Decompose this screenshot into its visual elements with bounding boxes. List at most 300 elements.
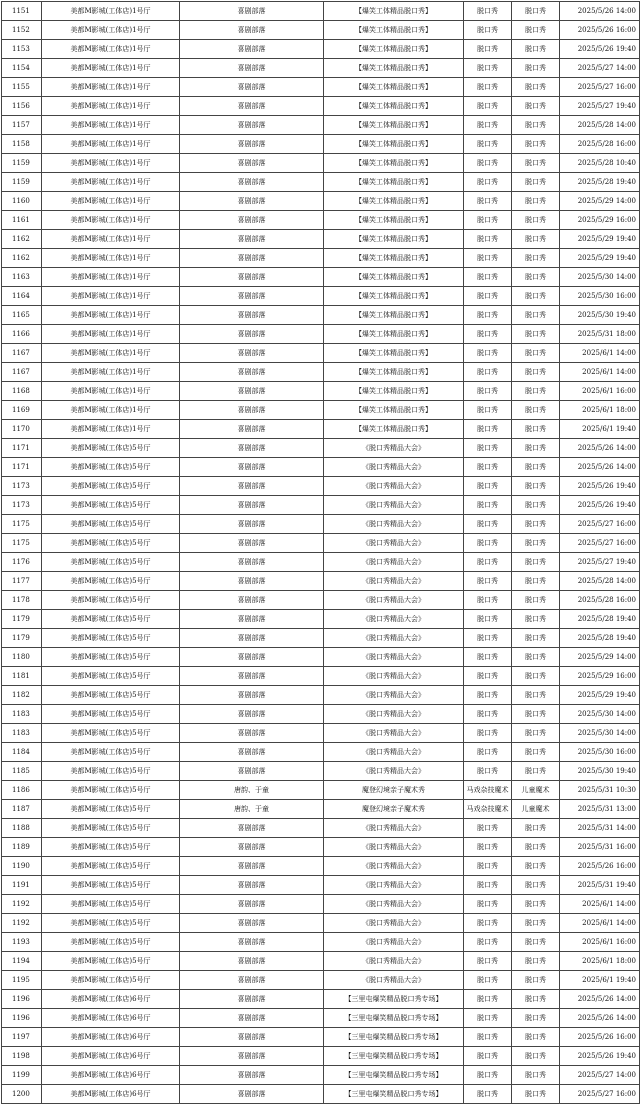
cell-venue: 美都M影城(工体店)5号厅 bbox=[42, 629, 180, 648]
cell-venue: 美都M影城(工体店)5号厅 bbox=[42, 724, 180, 743]
cell-show-time: 2025/6/1 14:00 bbox=[560, 363, 640, 382]
cell-serial-number: 1183 bbox=[2, 705, 42, 724]
cell-venue: 美都M影城(工体店)5号厅 bbox=[42, 895, 180, 914]
cell-subcategory: 儿童魔术 bbox=[512, 781, 560, 800]
cell-show-title: 《脱口秀精品大会》 bbox=[324, 686, 464, 705]
cell-category: 脱口秀 bbox=[464, 610, 512, 629]
cell-venue: 美都M影城(工体店)5号厅 bbox=[42, 515, 180, 534]
cell-subcategory: 脱口秀 bbox=[512, 648, 560, 667]
cell-subcategory: 脱口秀 bbox=[512, 705, 560, 724]
cell-organizer: 喜剧部落 bbox=[180, 971, 324, 990]
cell-subcategory: 脱口秀 bbox=[512, 344, 560, 363]
cell-show-time: 2025/5/28 16:00 bbox=[560, 135, 640, 154]
cell-show-time: 2025/5/31 13:00 bbox=[560, 800, 640, 819]
cell-organizer: 喜剧部落 bbox=[180, 382, 324, 401]
cell-show-time: 2025/5/28 19:40 bbox=[560, 610, 640, 629]
table-row bbox=[2, 268, 640, 287]
cell-show-title: 【爆笑工体精品脱口秀】 bbox=[324, 325, 464, 344]
cell-serial-number: 1175 bbox=[2, 515, 42, 534]
cell-show-time: 2025/6/1 18:00 bbox=[560, 401, 640, 420]
cell-subcategory: 脱口秀 bbox=[512, 515, 560, 534]
cell-organizer: 喜剧部落 bbox=[180, 914, 324, 933]
cell-show-title: 【爆笑工体精品脱口秀】 bbox=[324, 192, 464, 211]
cell-organizer: 喜剧部落 bbox=[180, 21, 324, 40]
table-row bbox=[2, 420, 640, 439]
table-row bbox=[2, 287, 640, 306]
cell-venue: 美都M影城(工体店)5号厅 bbox=[42, 838, 180, 857]
cell-venue: 美都M影城(工体店)1号厅 bbox=[42, 382, 180, 401]
cell-serial-number: 1175 bbox=[2, 534, 42, 553]
cell-organizer: 喜剧部落 bbox=[180, 363, 324, 382]
table-row bbox=[2, 192, 640, 211]
table-row bbox=[2, 401, 640, 420]
cell-show-title: 【爆笑工体精品脱口秀】 bbox=[324, 268, 464, 287]
cell-category: 脱口秀 bbox=[464, 2, 512, 21]
cell-venue: 美都M影城(工体店)6号厅 bbox=[42, 1009, 180, 1028]
cell-category: 脱口秀 bbox=[464, 173, 512, 192]
cell-category: 脱口秀 bbox=[464, 743, 512, 762]
cell-category: 脱口秀 bbox=[464, 667, 512, 686]
cell-show-title: 【三里屯爆笑精品脱口秀专场】 bbox=[324, 990, 464, 1009]
cell-show-title: 《脱口秀精品大会》 bbox=[324, 743, 464, 762]
cell-category: 脱口秀 bbox=[464, 724, 512, 743]
cell-show-time: 2025/6/1 14:00 bbox=[560, 914, 640, 933]
cell-show-title: 《脱口秀精品大会》 bbox=[324, 819, 464, 838]
cell-serial-number: 1179 bbox=[2, 610, 42, 629]
cell-subcategory: 脱口秀 bbox=[512, 59, 560, 78]
cell-category: 马戏杂技魔术 bbox=[464, 800, 512, 819]
cell-subcategory: 脱口秀 bbox=[512, 477, 560, 496]
cell-show-time: 2025/5/28 14:00 bbox=[560, 572, 640, 591]
cell-venue: 美都M影城(工体店)1号厅 bbox=[42, 230, 180, 249]
cell-serial-number: 1183 bbox=[2, 724, 42, 743]
cell-category: 脱口秀 bbox=[464, 439, 512, 458]
table-row bbox=[2, 211, 640, 230]
cell-organizer: 喜剧部落 bbox=[180, 135, 324, 154]
cell-organizer: 喜剧部落 bbox=[180, 990, 324, 1009]
cell-show-title: 【三里屯爆笑精品脱口秀专场】 bbox=[324, 1028, 464, 1047]
cell-serial-number: 1152 bbox=[2, 21, 42, 40]
cell-venue: 美都M影城(工体店)5号厅 bbox=[42, 439, 180, 458]
cell-organizer: 喜剧部落 bbox=[180, 838, 324, 857]
cell-subcategory: 脱口秀 bbox=[512, 876, 560, 895]
cell-serial-number: 1151 bbox=[2, 2, 42, 21]
cell-show-title: 【爆笑工体精品脱口秀】 bbox=[324, 135, 464, 154]
cell-show-time: 2025/5/26 19:40 bbox=[560, 496, 640, 515]
cell-venue: 美都M影城(工体店)1号厅 bbox=[42, 211, 180, 230]
cell-show-time: 2025/5/29 14:00 bbox=[560, 192, 640, 211]
cell-organizer: 喜剧部落 bbox=[180, 268, 324, 287]
cell-show-title: 【爆笑工体精品脱口秀】 bbox=[324, 21, 464, 40]
cell-serial-number: 1167 bbox=[2, 344, 42, 363]
cell-subcategory: 脱口秀 bbox=[512, 724, 560, 743]
performance-schedule-table bbox=[1, 1, 640, 1104]
cell-category: 脱口秀 bbox=[464, 268, 512, 287]
cell-organizer: 喜剧部落 bbox=[180, 287, 324, 306]
cell-show-title: 《脱口秀精品大会》 bbox=[324, 914, 464, 933]
table-row bbox=[2, 990, 640, 1009]
cell-show-time: 2025/5/27 19:40 bbox=[560, 553, 640, 572]
cell-venue: 美都M影城(工体店)5号厅 bbox=[42, 477, 180, 496]
cell-show-time: 2025/5/30 19:40 bbox=[560, 306, 640, 325]
table-row bbox=[2, 2, 640, 21]
cell-show-title: 【三里屯爆笑精品脱口秀专场】 bbox=[324, 1047, 464, 1066]
cell-serial-number: 1171 bbox=[2, 458, 42, 477]
cell-category: 脱口秀 bbox=[464, 1047, 512, 1066]
table-row bbox=[2, 116, 640, 135]
cell-subcategory: 脱口秀 bbox=[512, 572, 560, 591]
cell-subcategory: 脱口秀 bbox=[512, 192, 560, 211]
cell-show-title: 《脱口秀精品大会》 bbox=[324, 952, 464, 971]
cell-serial-number: 1197 bbox=[2, 1028, 42, 1047]
cell-show-title: 《脱口秀精品大会》 bbox=[324, 667, 464, 686]
cell-show-title: 《脱口秀精品大会》 bbox=[324, 629, 464, 648]
cell-subcategory: 脱口秀 bbox=[512, 667, 560, 686]
cell-subcategory: 脱口秀 bbox=[512, 154, 560, 173]
cell-venue: 美都M影城(工体店)1号厅 bbox=[42, 116, 180, 135]
cell-show-time: 2025/6/1 19:40 bbox=[560, 420, 640, 439]
cell-subcategory: 脱口秀 bbox=[512, 819, 560, 838]
cell-organizer: 喜剧部落 bbox=[180, 2, 324, 21]
cell-category: 脱口秀 bbox=[464, 819, 512, 838]
cell-subcategory: 儿童魔术 bbox=[512, 800, 560, 819]
table-row bbox=[2, 952, 640, 971]
cell-subcategory: 脱口秀 bbox=[512, 249, 560, 268]
cell-venue: 美都M影城(工体店)1号厅 bbox=[42, 78, 180, 97]
cell-show-time: 2025/5/30 19:40 bbox=[560, 762, 640, 781]
cell-organizer: 喜剧部落 bbox=[180, 534, 324, 553]
cell-show-time: 2025/5/28 10:40 bbox=[560, 154, 640, 173]
cell-show-title: 【爆笑工体精品脱口秀】 bbox=[324, 420, 464, 439]
table-row bbox=[2, 743, 640, 762]
cell-serial-number: 1195 bbox=[2, 971, 42, 990]
cell-subcategory: 脱口秀 bbox=[512, 952, 560, 971]
table-row bbox=[2, 21, 640, 40]
cell-category: 脱口秀 bbox=[464, 420, 512, 439]
cell-venue: 美都M影城(工体店)5号厅 bbox=[42, 952, 180, 971]
cell-show-title: 《脱口秀精品大会》 bbox=[324, 515, 464, 534]
cell-show-time: 2025/6/1 14:00 bbox=[560, 344, 640, 363]
table-row bbox=[2, 1085, 640, 1104]
cell-category: 脱口秀 bbox=[464, 363, 512, 382]
cell-serial-number: 1156 bbox=[2, 97, 42, 116]
table-row bbox=[2, 1028, 640, 1047]
table-row bbox=[2, 325, 640, 344]
cell-organizer: 喜剧部落 bbox=[180, 553, 324, 572]
cell-serial-number: 1196 bbox=[2, 1009, 42, 1028]
table-row bbox=[2, 876, 640, 895]
cell-show-title: 《脱口秀精品大会》 bbox=[324, 724, 464, 743]
cell-show-time: 2025/5/27 16:00 bbox=[560, 515, 640, 534]
cell-venue: 美都M影城(工体店)5号厅 bbox=[42, 705, 180, 724]
cell-show-time: 2025/5/31 18:00 bbox=[560, 325, 640, 344]
cell-organizer: 喜剧部落 bbox=[180, 610, 324, 629]
cell-serial-number: 1153 bbox=[2, 40, 42, 59]
cell-subcategory: 脱口秀 bbox=[512, 230, 560, 249]
cell-show-time: 2025/5/31 14:00 bbox=[560, 819, 640, 838]
table-row bbox=[2, 458, 640, 477]
cell-organizer: 喜剧部落 bbox=[180, 477, 324, 496]
cell-serial-number: 1194 bbox=[2, 952, 42, 971]
cell-venue: 美都M影城(工体店)5号厅 bbox=[42, 686, 180, 705]
cell-category: 脱口秀 bbox=[464, 458, 512, 477]
cell-subcategory: 脱口秀 bbox=[512, 762, 560, 781]
cell-subcategory: 脱口秀 bbox=[512, 78, 560, 97]
cell-venue: 美都M影城(工体店)6号厅 bbox=[42, 1028, 180, 1047]
cell-category: 脱口秀 bbox=[464, 477, 512, 496]
cell-category: 脱口秀 bbox=[464, 287, 512, 306]
cell-show-time: 2025/5/30 14:00 bbox=[560, 705, 640, 724]
cell-show-title: 【爆笑工体精品脱口秀】 bbox=[324, 287, 464, 306]
cell-serial-number: 1188 bbox=[2, 819, 42, 838]
table-row bbox=[2, 496, 640, 515]
cell-category: 脱口秀 bbox=[464, 933, 512, 952]
cell-venue: 美都M影城(工体店)1号厅 bbox=[42, 268, 180, 287]
table-row bbox=[2, 344, 640, 363]
cell-show-title: 魔登幻境亲子魔术秀 bbox=[324, 781, 464, 800]
cell-venue: 美都M影城(工体店)1号厅 bbox=[42, 401, 180, 420]
cell-organizer: 喜剧部落 bbox=[180, 344, 324, 363]
cell-venue: 美都M影城(工体店)1号厅 bbox=[42, 21, 180, 40]
cell-venue: 美都M影城(工体店)5号厅 bbox=[42, 743, 180, 762]
cell-organizer: 喜剧部落 bbox=[180, 591, 324, 610]
cell-venue: 美都M影城(工体店)1号厅 bbox=[42, 344, 180, 363]
cell-organizer: 喜剧部落 bbox=[180, 401, 324, 420]
cell-show-time: 2025/5/28 19:40 bbox=[560, 173, 640, 192]
cell-venue: 美都M影城(工体店)1号厅 bbox=[42, 40, 180, 59]
cell-show-time: 2025/5/29 16:00 bbox=[560, 667, 640, 686]
cell-show-time: 2025/5/30 16:00 bbox=[560, 743, 640, 762]
cell-category: 脱口秀 bbox=[464, 762, 512, 781]
cell-organizer: 喜剧部落 bbox=[180, 192, 324, 211]
cell-show-title: 《脱口秀精品大会》 bbox=[324, 572, 464, 591]
cell-show-title: 【爆笑工体精品脱口秀】 bbox=[324, 249, 464, 268]
cell-organizer: 喜剧部落 bbox=[180, 116, 324, 135]
cell-category: 脱口秀 bbox=[464, 325, 512, 344]
cell-category: 脱口秀 bbox=[464, 952, 512, 971]
cell-venue: 美都M影城(工体店)1号厅 bbox=[42, 306, 180, 325]
cell-venue: 美都M影城(工体店)1号厅 bbox=[42, 363, 180, 382]
cell-organizer: 喜剧部落 bbox=[180, 1085, 324, 1104]
cell-show-title: 【爆笑工体精品脱口秀】 bbox=[324, 40, 464, 59]
cell-organizer: 喜剧部落 bbox=[180, 1009, 324, 1028]
cell-venue: 美都M影城(工体店)5号厅 bbox=[42, 667, 180, 686]
cell-serial-number: 1161 bbox=[2, 211, 42, 230]
cell-venue: 美都M影城(工体店)5号厅 bbox=[42, 819, 180, 838]
cell-organizer: 唐韵、于童 bbox=[180, 781, 324, 800]
cell-category: 脱口秀 bbox=[464, 40, 512, 59]
table-row bbox=[2, 686, 640, 705]
cell-category: 脱口秀 bbox=[464, 21, 512, 40]
cell-subcategory: 脱口秀 bbox=[512, 458, 560, 477]
cell-show-title: 《脱口秀精品大会》 bbox=[324, 971, 464, 990]
cell-organizer: 喜剧部落 bbox=[180, 154, 324, 173]
cell-show-title: 【三里屯爆笑精品脱口秀专场】 bbox=[324, 1085, 464, 1104]
cell-show-title: 《脱口秀精品大会》 bbox=[324, 534, 464, 553]
cell-category: 脱口秀 bbox=[464, 211, 512, 230]
cell-category: 脱口秀 bbox=[464, 1009, 512, 1028]
cell-show-time: 2025/5/30 16:00 bbox=[560, 287, 640, 306]
cell-show-time: 2025/5/27 16:00 bbox=[560, 1085, 640, 1104]
cell-show-title: 【爆笑工体精品脱口秀】 bbox=[324, 401, 464, 420]
cell-category: 脱口秀 bbox=[464, 895, 512, 914]
cell-organizer: 喜剧部落 bbox=[180, 724, 324, 743]
cell-venue: 美都M影城(工体店)5号厅 bbox=[42, 971, 180, 990]
cell-show-title: 【爆笑工体精品脱口秀】 bbox=[324, 59, 464, 78]
cell-subcategory: 脱口秀 bbox=[512, 40, 560, 59]
cell-venue: 美都M影城(工体店)5号厅 bbox=[42, 648, 180, 667]
cell-subcategory: 脱口秀 bbox=[512, 173, 560, 192]
cell-show-time: 2025/5/28 16:00 bbox=[560, 591, 640, 610]
cell-serial-number: 1178 bbox=[2, 591, 42, 610]
cell-category: 脱口秀 bbox=[464, 572, 512, 591]
cell-organizer: 喜剧部落 bbox=[180, 78, 324, 97]
cell-show-title: 《脱口秀精品大会》 bbox=[324, 876, 464, 895]
cell-show-time: 2025/5/30 14:00 bbox=[560, 268, 640, 287]
cell-category: 脱口秀 bbox=[464, 914, 512, 933]
cell-organizer: 喜剧部落 bbox=[180, 458, 324, 477]
cell-subcategory: 脱口秀 bbox=[512, 325, 560, 344]
cell-category: 脱口秀 bbox=[464, 838, 512, 857]
cell-venue: 美都M影城(工体店)6号厅 bbox=[42, 1047, 180, 1066]
cell-show-time: 2025/5/29 19:40 bbox=[560, 230, 640, 249]
cell-organizer: 喜剧部落 bbox=[180, 173, 324, 192]
cell-serial-number: 1159 bbox=[2, 154, 42, 173]
cell-venue: 美都M影城(工体店)5号厅 bbox=[42, 572, 180, 591]
cell-venue: 美都M影城(工体店)5号厅 bbox=[42, 914, 180, 933]
cell-subcategory: 脱口秀 bbox=[512, 21, 560, 40]
table-row bbox=[2, 895, 640, 914]
cell-venue: 美都M影城(工体店)6号厅 bbox=[42, 1085, 180, 1104]
cell-show-title: 《脱口秀精品大会》 bbox=[324, 838, 464, 857]
table-row bbox=[2, 914, 640, 933]
cell-subcategory: 脱口秀 bbox=[512, 268, 560, 287]
table-row bbox=[2, 534, 640, 553]
cell-venue: 美都M影城(工体店)6号厅 bbox=[42, 990, 180, 1009]
cell-show-title: 《脱口秀精品大会》 bbox=[324, 458, 464, 477]
cell-category: 脱口秀 bbox=[464, 1085, 512, 1104]
cell-organizer: 喜剧部落 bbox=[180, 97, 324, 116]
cell-serial-number: 1162 bbox=[2, 230, 42, 249]
cell-show-title: 《脱口秀精品大会》 bbox=[324, 553, 464, 572]
table-row bbox=[2, 971, 640, 990]
cell-subcategory: 脱口秀 bbox=[512, 534, 560, 553]
cell-subcategory: 脱口秀 bbox=[512, 496, 560, 515]
cell-venue: 美都M影城(工体店)1号厅 bbox=[42, 154, 180, 173]
cell-organizer: 喜剧部落 bbox=[180, 211, 324, 230]
cell-subcategory: 脱口秀 bbox=[512, 971, 560, 990]
cell-subcategory: 脱口秀 bbox=[512, 933, 560, 952]
cell-subcategory: 脱口秀 bbox=[512, 211, 560, 230]
cell-show-time: 2025/5/26 14:00 bbox=[560, 1009, 640, 1028]
cell-category: 脱口秀 bbox=[464, 971, 512, 990]
cell-show-title: 【爆笑工体精品脱口秀】 bbox=[324, 382, 464, 401]
cell-category: 脱口秀 bbox=[464, 382, 512, 401]
cell-organizer: 喜剧部落 bbox=[180, 819, 324, 838]
cell-show-time: 2025/5/29 14:00 bbox=[560, 648, 640, 667]
cell-venue: 美都M影城(工体店)1号厅 bbox=[42, 420, 180, 439]
cell-organizer: 喜剧部落 bbox=[180, 439, 324, 458]
cell-category: 脱口秀 bbox=[464, 59, 512, 78]
cell-subcategory: 脱口秀 bbox=[512, 990, 560, 1009]
cell-organizer: 喜剧部落 bbox=[180, 667, 324, 686]
cell-show-title: 【爆笑工体精品脱口秀】 bbox=[324, 306, 464, 325]
cell-venue: 美都M影城(工体店)5号厅 bbox=[42, 591, 180, 610]
cell-venue: 美都M影城(工体店)5号厅 bbox=[42, 933, 180, 952]
cell-show-title: 【爆笑工体精品脱口秀】 bbox=[324, 154, 464, 173]
cell-serial-number: 1166 bbox=[2, 325, 42, 344]
cell-category: 脱口秀 bbox=[464, 230, 512, 249]
cell-organizer: 喜剧部落 bbox=[180, 40, 324, 59]
cell-serial-number: 1162 bbox=[2, 249, 42, 268]
cell-show-title: 《脱口秀精品大会》 bbox=[324, 933, 464, 952]
cell-serial-number: 1193 bbox=[2, 933, 42, 952]
cell-organizer: 喜剧部落 bbox=[180, 857, 324, 876]
cell-organizer: 喜剧部落 bbox=[180, 743, 324, 762]
cell-serial-number: 1171 bbox=[2, 439, 42, 458]
table-row bbox=[2, 40, 640, 59]
cell-venue: 美都M影城(工体店)5号厅 bbox=[42, 800, 180, 819]
cell-organizer: 喜剧部落 bbox=[180, 496, 324, 515]
cell-organizer: 喜剧部落 bbox=[180, 895, 324, 914]
cell-serial-number: 1176 bbox=[2, 553, 42, 572]
cell-show-time: 2025/5/28 19:40 bbox=[560, 629, 640, 648]
table-row bbox=[2, 591, 640, 610]
cell-organizer: 喜剧部落 bbox=[180, 933, 324, 952]
cell-serial-number: 1164 bbox=[2, 287, 42, 306]
cell-organizer: 喜剧部落 bbox=[180, 325, 324, 344]
cell-serial-number: 1191 bbox=[2, 876, 42, 895]
cell-serial-number: 1189 bbox=[2, 838, 42, 857]
cell-show-time: 2025/5/26 16:00 bbox=[560, 21, 640, 40]
cell-show-time: 2025/5/26 14:00 bbox=[560, 458, 640, 477]
cell-serial-number: 1173 bbox=[2, 477, 42, 496]
table-row bbox=[2, 762, 640, 781]
cell-show-title: 《脱口秀精品大会》 bbox=[324, 762, 464, 781]
cell-show-title: 《脱口秀精品大会》 bbox=[324, 648, 464, 667]
cell-show-time: 2025/5/27 19:40 bbox=[560, 97, 640, 116]
cell-serial-number: 1199 bbox=[2, 1066, 42, 1085]
table-body bbox=[2, 2, 640, 1104]
cell-show-time: 2025/5/27 14:00 bbox=[560, 1066, 640, 1085]
cell-subcategory: 脱口秀 bbox=[512, 1047, 560, 1066]
cell-show-time: 2025/5/26 16:00 bbox=[560, 1028, 640, 1047]
cell-organizer: 喜剧部落 bbox=[180, 1066, 324, 1085]
table-row bbox=[2, 648, 640, 667]
cell-organizer: 喜剧部落 bbox=[180, 705, 324, 724]
cell-subcategory: 脱口秀 bbox=[512, 116, 560, 135]
cell-serial-number: 1190 bbox=[2, 857, 42, 876]
cell-show-title: 【爆笑工体精品脱口秀】 bbox=[324, 344, 464, 363]
cell-serial-number: 1160 bbox=[2, 192, 42, 211]
cell-venue: 美都M影城(工体店)1号厅 bbox=[42, 192, 180, 211]
cell-show-title: 《脱口秀精品大会》 bbox=[324, 895, 464, 914]
cell-category: 脱口秀 bbox=[464, 857, 512, 876]
cell-category: 脱口秀 bbox=[464, 990, 512, 1009]
cell-serial-number: 1169 bbox=[2, 401, 42, 420]
cell-category: 脱口秀 bbox=[464, 344, 512, 363]
cell-venue: 美都M影城(工体店)5号厅 bbox=[42, 781, 180, 800]
cell-organizer: 喜剧部落 bbox=[180, 876, 324, 895]
cell-category: 马戏杂技魔术 bbox=[464, 781, 512, 800]
cell-show-time: 2025/5/29 16:00 bbox=[560, 211, 640, 230]
cell-venue: 美都M影城(工体店)5号厅 bbox=[42, 458, 180, 477]
cell-serial-number: 1157 bbox=[2, 116, 42, 135]
cell-show-title: 【爆笑工体精品脱口秀】 bbox=[324, 363, 464, 382]
cell-category: 脱口秀 bbox=[464, 686, 512, 705]
cell-category: 脱口秀 bbox=[464, 496, 512, 515]
cell-serial-number: 1170 bbox=[2, 420, 42, 439]
